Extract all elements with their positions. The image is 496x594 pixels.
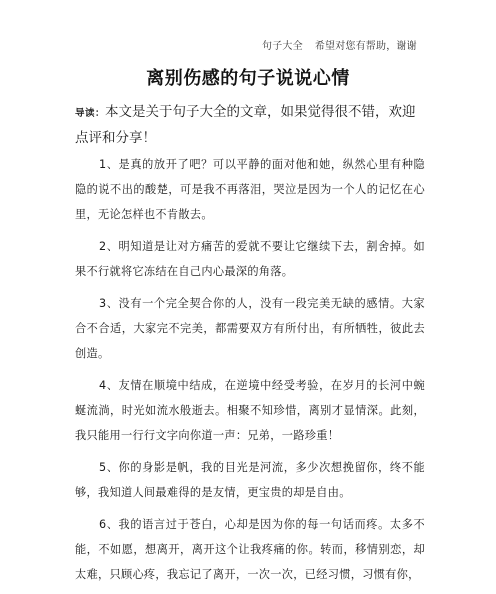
intro-text: 本文是关于句子大全的文章，如果觉得很不错，欢迎点评和分享！	[75, 104, 416, 146]
article-body	[75, 100, 425, 594]
article-title: 离别伤感的句子说说心情	[146, 68, 350, 89]
paragraph-3: 3、没有一个完全契合你的人，没有一段完美无缺的感情。大家合不合适，大家完不完美，都需要双方有所付出，有所牺牲，彼此去创造。	[75, 297, 425, 360]
header-tagline: 希望对您有帮助，谢谢	[314, 41, 417, 52]
paragraph-2: 2、明知道是让对方痛苦的爱就不要让它继续下去，割舍掉。如果不行就将它冻结在自己内心最深的角落。	[75, 240, 425, 278]
paragraph-4: 4、友情在顺境中结成，在逆境中经受考验，在岁月的长河中蜿蜒流淌，时光如流水般逝去。相聚不知珍惜，离别才显情深。此刻，我只能用一行行文字向你道一声：兄弟，一路珍重！	[75, 379, 425, 442]
paragraph-6: 6、我的语言过于苍白，心却是因为你的每一句话而疼。太多不能，不如愿，想离开，离开这个让我疼痛的你。转而，移情别恋，却太难，只顾心疼，我忘记了离开，一次一次，已经习惯，习惯有你，	[75, 518, 425, 581]
paragraph-5: 5、你的身影是帆，我的目光是河流，多少次想挽留你，终不能够，我知道人间最难得的是友情，更宝贵的却是自由。	[75, 461, 425, 499]
paragraph-1: 1、是真的放开了吧？可以平静的面对他和她，纵然心里有种隐隐的说不出的酸楚，可是我不再落泪，哭泣是因为一个人的记忆在心里，无论怎样也不肯散去。	[75, 158, 425, 221]
header-note	[262, 37, 417, 52]
site-name: 句子大全	[262, 41, 303, 52]
article-intro	[75, 100, 425, 150]
intro-label: 导读：	[75, 108, 106, 119]
